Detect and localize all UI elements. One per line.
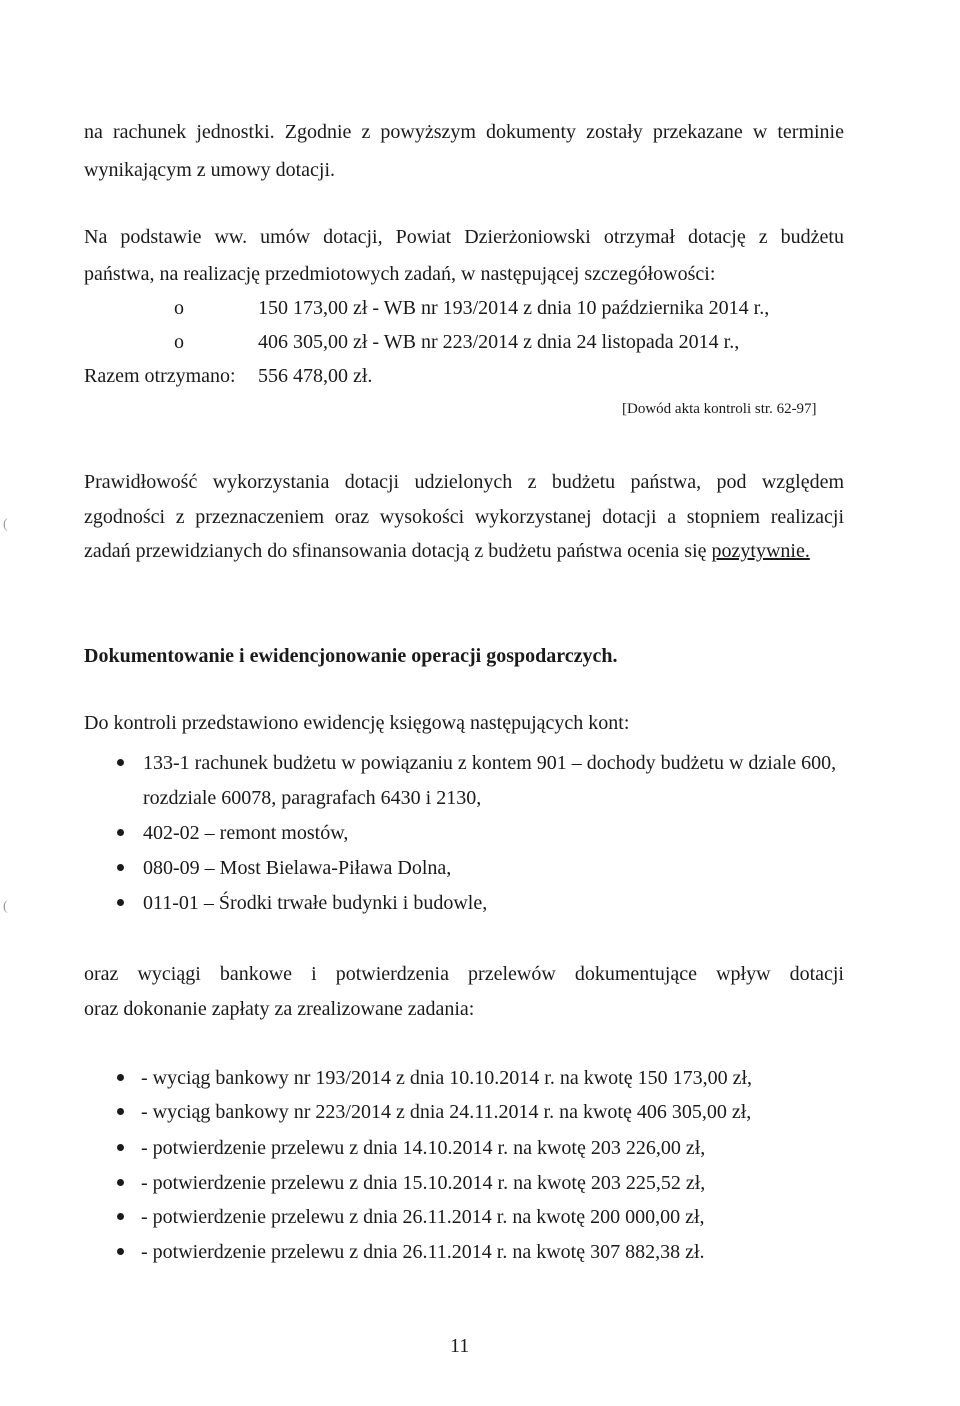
account-item-4: 011-01 – Środki trwałe budynki i budowle, xyxy=(143,892,488,914)
list-marker: o xyxy=(174,297,184,319)
grant-total-value: 556 478,00 zł. xyxy=(258,365,373,387)
grant-item-2: 406 305,00 zł - WB nr 223/2014 z dnia 24 listopada 2014 r., xyxy=(258,331,740,353)
bullet-icon xyxy=(117,1108,124,1115)
paragraph-3-line-3 xyxy=(84,539,810,563)
paragraph-5-line-1: oraz wyciągi bankowe i potwierdzenia przelewów dokumentujące wpływ dotacji xyxy=(84,963,844,985)
bullet-icon xyxy=(117,1144,124,1151)
section-heading: Dokumentowanie i ewidencjonowanie operacji gospodarczych. xyxy=(84,645,618,667)
paragraph-3-line-1: Prawidłowość wykorzystania dotacji udzielonych z budżetu państwa, pod względem xyxy=(84,471,844,493)
bullet-icon xyxy=(117,899,124,906)
paragraph-5-line-2: oraz dokonanie zapłaty za zrealizowane zadania: xyxy=(84,998,475,1020)
paragraph-3-line-2: zgodności z przeznaczeniem oraz wysokości wykorzystanej dotacji a stopniem realizacji xyxy=(84,506,844,528)
bullet-icon xyxy=(117,1074,124,1081)
margin-mark: ( xyxy=(3,899,8,914)
grant-total-label: Razem otrzymano: xyxy=(84,365,236,387)
account-item-1-line-1: 133-1 rachunek budżetu w powiązaniu z kontem 901 – dochody budżetu w dziale 600, xyxy=(143,752,837,774)
document-item-2: - wyciąg bankowy nr 223/2014 z dnia 24.11.2014 r. na kwotę 406 305,00 zł, xyxy=(141,1101,752,1123)
bullet-icon xyxy=(117,864,124,871)
paragraph-1-line-1: na rachunek jednostki. Zgodnie z powyższym dokumenty zostały przekazane w terminie xyxy=(84,121,844,143)
paragraph-2-line-1: Na podstawie ww. umów dotacji, Powiat Dzierżoniowski otrzymał dotację z budżetu xyxy=(84,226,844,248)
account-item-2: 402-02 – remont mostów, xyxy=(143,822,349,844)
bullet-icon xyxy=(117,829,124,836)
paragraph-1-line-2: wynikającym z umowy dotacji. xyxy=(84,159,336,181)
document-item-1: - wyciąg bankowy nr 193/2014 z dnia 10.10.2014 r. na kwotę 150 173,00 zł, xyxy=(141,1067,753,1089)
document-item-4: - potwierdzenie przelewu z dnia 15.10.2014 r. na kwotę 203 225,52 zł, xyxy=(141,1172,706,1194)
document-item-3: - potwierdzenie przelewu z dnia 14.10.2014 r. na kwotę 203 226,00 zł, xyxy=(141,1137,706,1159)
account-item-3: 080-09 – Most Bielawa-Piława Dolna, xyxy=(143,857,452,879)
document-item-6: - potwierdzenie przelewu z dnia 26.11.2014 r. na kwotę 307 882,38 zł. xyxy=(141,1241,705,1263)
bullet-icon xyxy=(117,1213,124,1220)
bullet-icon xyxy=(117,1248,124,1255)
paragraph-4: Do kontroli przedstawiono ewidencję księgową następujących kont: xyxy=(84,712,630,734)
paragraph-2-line-2: państwa, na realizację przedmiotowych zadań, w następującej szczegółowości: xyxy=(84,263,716,285)
account-item-1-line-2: rozdziale 60078, paragrafach 6430 i 2130, xyxy=(143,787,482,809)
bullet-icon xyxy=(117,1179,124,1186)
page-number: 11 xyxy=(450,1335,470,1357)
margin-mark: ( xyxy=(3,517,8,532)
bullet-icon xyxy=(117,759,124,766)
evidence-note: [Dowód akta kontroli str. 62-97] xyxy=(622,401,817,417)
list-marker: o xyxy=(174,331,184,353)
document-item-5: - potwierdzenie przelewu z dnia 26.11.2014 r. na kwotę 200 000,00 zł, xyxy=(141,1206,705,1228)
paragraph-3-line-3-text: zadań przewidzianych do sfinansowania dotacją z budżetu państwa ocenia się xyxy=(84,540,707,562)
assessment-word: pozytywnie. xyxy=(711,540,810,562)
grant-item-1: 150 173,00 zł - WB nr 193/2014 z dnia 10 października 2014 r., xyxy=(258,297,770,319)
